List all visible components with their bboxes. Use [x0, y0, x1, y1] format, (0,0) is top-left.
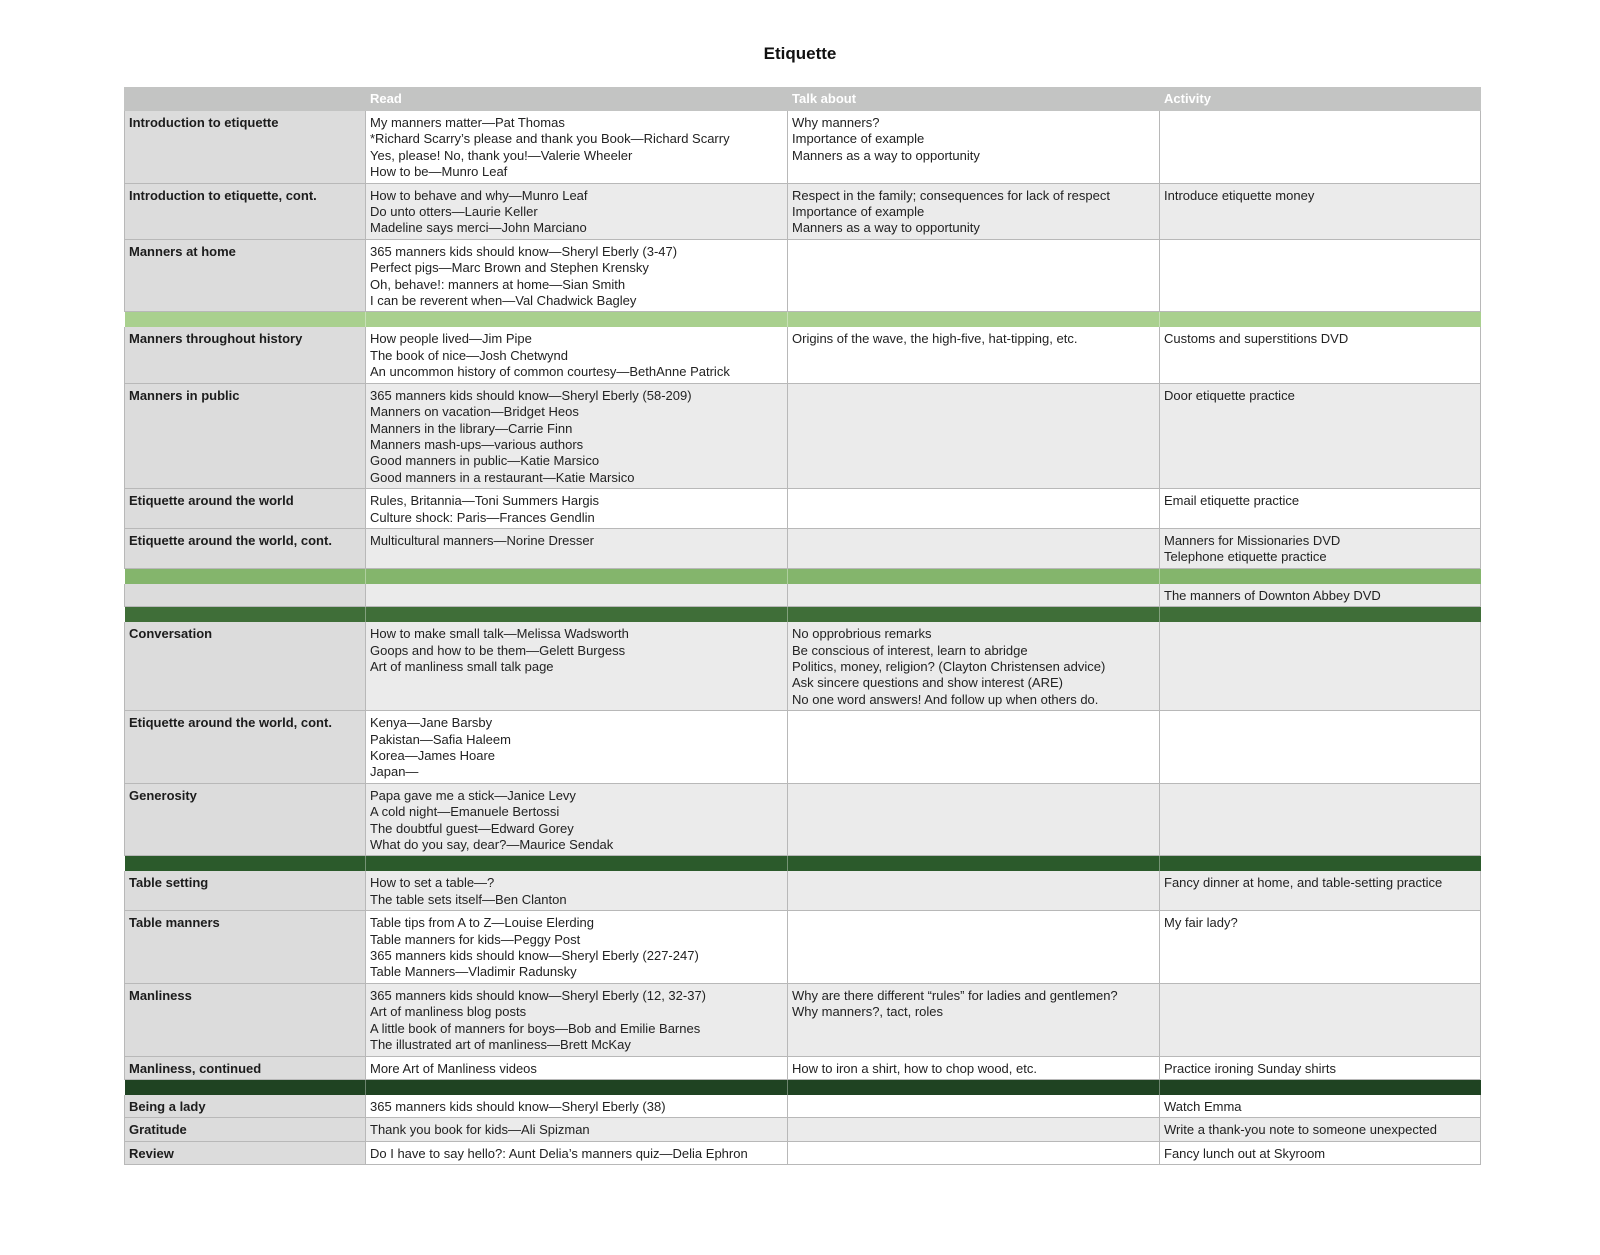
cell-line: The book of nice—Josh Chetwynd: [370, 347, 568, 363]
section-divider-cell: [1160, 1079, 1481, 1095]
cell-line: Importance of example: [792, 204, 925, 220]
read-cell: [366, 528, 788, 568]
cell-line: Customs and superstitions DVD: [1164, 331, 1349, 347]
section-divider-cell: [788, 856, 1160, 872]
cell-line: Manners mash-ups—various authors: [370, 436, 584, 452]
cell-line: A cold night—Emanuele Bertossi: [370, 804, 560, 820]
cell-line: Good manners in a restaurant—Katie Marsico: [370, 469, 635, 485]
cell-line: Manners in the library—Carrie Finn: [370, 420, 573, 436]
section-divider-cell: [788, 312, 1160, 328]
activity-cell: [1160, 383, 1481, 488]
read-cell: [366, 383, 788, 488]
cell-line: Door etiquette practice: [1164, 387, 1295, 403]
activity-cell: [1160, 911, 1481, 984]
table-row: [125, 383, 1481, 488]
activity-cell: [1160, 327, 1481, 383]
etiquette-table: [124, 87, 1481, 1165]
topic-cell: Conversation: [125, 622, 366, 711]
table-row: [125, 871, 1481, 910]
cell-line: Origins of the wave, the high-five, hat-tipping, etc.: [792, 331, 1078, 347]
cell-line: 365 manners kids should know—Sheryl Eberly (58-209): [370, 387, 692, 403]
table-header: [125, 87, 1481, 111]
cell-line: Good manners in public—Katie Marsico: [370, 453, 600, 469]
table-row: [125, 327, 1481, 383]
cell-line: The doubtful guest—Edward Gorey: [370, 820, 574, 836]
cell-line: Multicultural manners—Norine Dresser: [370, 532, 594, 548]
section-divider-cell: [125, 568, 366, 584]
cell-line: Art of manliness small talk page: [370, 658, 554, 674]
read-cell: [366, 1095, 788, 1118]
activity-cell: [1160, 584, 1481, 607]
cell-line: My fair lady?: [1164, 915, 1238, 931]
cell-line: Papa gave me a stick—Janice Levy: [370, 787, 576, 803]
cell-line: What do you say, dear?—Maurice Sendak: [370, 837, 614, 853]
cell-line: How to behave and why—Munro Leaf: [370, 187, 588, 203]
topic-cell: Gratitude: [125, 1118, 366, 1141]
cell-line: How to be—Munro Leaf: [370, 164, 508, 180]
cell-line: Be conscious of interest, learn to abridge: [792, 642, 1028, 658]
section-divider-cell: [366, 1079, 788, 1095]
table-row: [125, 911, 1481, 984]
talk-about-cell: [788, 327, 1160, 383]
section-divider-cell: [366, 607, 788, 623]
read-cell: [366, 711, 788, 784]
cell-line: Practice ironing Sunday shirts: [1164, 1060, 1336, 1076]
cell-line: How to iron a shirt, how to chop wood, etc.: [792, 1060, 1037, 1076]
cell-line: Write a thank-you note to someone unexpected: [1164, 1122, 1437, 1138]
read-cell: [366, 911, 788, 984]
cell-line: No one word answers! And follow up when others do.: [792, 691, 1099, 707]
topic-cell: Etiquette around the world, cont.: [125, 528, 366, 568]
table-row: [125, 1141, 1481, 1164]
table-row: [125, 983, 1481, 1056]
section-divider: [125, 856, 1481, 872]
read-cell: [366, 783, 788, 856]
activity-cell: [1160, 1095, 1481, 1118]
cell-line: Thank you book for kids—Ali Spizman: [370, 1122, 590, 1138]
cell-line: 365 manners kids should know—Sheryl Eberly (3-47): [370, 243, 678, 259]
read-cell: [366, 1141, 788, 1164]
section-divider-cell: [366, 312, 788, 328]
topic-cell: [125, 584, 366, 607]
table-row: [125, 783, 1481, 856]
talk-about-cell: [788, 1118, 1160, 1141]
topic-cell: Introduction to etiquette: [125, 111, 366, 183]
section-divider: [125, 312, 1481, 328]
read-cell: [366, 871, 788, 910]
cell-line: Oh, behave!: manners at home—Sian Smith: [370, 276, 626, 292]
activity-cell: [1160, 528, 1481, 568]
cell-line: Why manners?, tact, roles: [792, 1004, 943, 1020]
activity-cell: [1160, 1056, 1481, 1079]
topic-cell: Etiquette around the world: [125, 489, 366, 529]
cell-line: Manners on vacation—Bridget Heos: [370, 404, 579, 420]
talk-about-cell: [788, 584, 1160, 607]
cell-line: No opprobrious remarks: [792, 626, 932, 642]
cell-line: Art of manliness blog posts: [370, 1004, 527, 1020]
cell-line: Watch Emma: [1164, 1098, 1242, 1114]
cell-line: Rules, Britannia—Toni Summers Hargis: [370, 493, 600, 509]
section-divider-cell: [1160, 856, 1481, 872]
section-divider: [125, 607, 1481, 623]
activity-cell: [1160, 871, 1481, 910]
read-cell: [366, 622, 788, 711]
activity-cell: [1160, 111, 1481, 183]
cell-line: The table sets itself—Ben Clanton: [370, 891, 567, 907]
table-row: [125, 239, 1481, 312]
section-divider-cell: [1160, 607, 1481, 623]
cell-line: An uncommon history of common courtesy—BethAnne Patrick: [370, 364, 730, 380]
section-divider-cell: [125, 856, 366, 872]
read-cell: [366, 239, 788, 312]
cell-line: Kenya—Jane Barsby: [370, 715, 493, 731]
activity-cell: [1160, 711, 1481, 784]
cell-line: The manners of Downton Abbey DVD: [1164, 587, 1381, 603]
cell-line: My manners matter—Pat Thomas: [370, 115, 565, 130]
section-divider-cell: [125, 312, 366, 328]
talk-about-cell: [788, 1095, 1160, 1118]
section-divider-cell: [788, 1079, 1160, 1095]
table-row: [125, 711, 1481, 784]
activity-cell: [1160, 1118, 1481, 1141]
cell-line: Ask sincere questions and show interest (ARE): [792, 675, 1063, 691]
activity-cell: [1160, 239, 1481, 312]
activity-cell: [1160, 1141, 1481, 1164]
topic-cell: Etiquette around the world, cont.: [125, 711, 366, 784]
table-row: [125, 1095, 1481, 1118]
topic-cell: Review: [125, 1141, 366, 1164]
talk-about-cell: [788, 983, 1160, 1056]
activity-cell: [1160, 783, 1481, 856]
cell-line: Manners as a way to opportunity: [792, 147, 980, 163]
cell-line: Do unto otters—Laurie Keller: [370, 204, 538, 220]
talk-about-cell: [788, 239, 1160, 312]
cell-line: I can be reverent when—Val Chadwick Bagley: [370, 293, 637, 309]
cell-line: Why manners?: [792, 115, 880, 130]
topic-cell: Generosity: [125, 783, 366, 856]
section-divider-cell: [1160, 312, 1481, 328]
cell-line: Email etiquette practice: [1164, 493, 1300, 509]
section-divider-cell: [1160, 568, 1481, 584]
cell-line: More Art of Manliness videos: [370, 1060, 537, 1076]
talk-about-cell: [788, 528, 1160, 568]
header-activity: Activity: [1160, 87, 1481, 111]
header-row: [125, 87, 1481, 111]
cell-line: *Richard Scarry’s please and thank you Book—Richard Scarry: [370, 131, 730, 147]
cell-line: Yes, please! No, thank you!—Valerie Wheeler: [370, 147, 633, 163]
cell-line: Korea—James Hoare: [370, 748, 495, 763]
section-divider-cell: [366, 568, 788, 584]
cell-line: Table Manners—Vladimir Radunsky: [370, 964, 577, 980]
cell-line: Madeline says merci—John Marciano: [370, 220, 587, 236]
talk-about-cell: [788, 871, 1160, 910]
read-cell: [366, 983, 788, 1056]
topic-cell: Manliness, continued: [125, 1056, 366, 1079]
topic-cell: Manners at home: [125, 239, 366, 312]
read-cell: [366, 1118, 788, 1141]
cell-line: Table manners for kids—Peggy Post: [370, 931, 581, 947]
table-row: [125, 489, 1481, 529]
table-row: [125, 1118, 1481, 1141]
read-cell: [366, 111, 788, 183]
read-cell: [366, 584, 788, 607]
read-cell: [366, 1056, 788, 1079]
cell-line: Introduce etiquette money: [1164, 187, 1315, 203]
activity-cell: [1160, 183, 1481, 239]
cell-line: Table tips from A to Z—Louise Elerding: [370, 915, 595, 931]
topic-cell: Manliness: [125, 983, 366, 1056]
section-divider-cell: [366, 856, 788, 872]
cell-line: Culture shock: Paris—Frances Gendlin: [370, 509, 595, 525]
cell-line: Fancy lunch out at Skyroom: [1164, 1145, 1326, 1161]
section-divider-cell: [125, 1079, 366, 1095]
table-row: [125, 622, 1481, 711]
cell-line: Manners as a way to opportunity: [792, 220, 980, 236]
talk-about-cell: [788, 911, 1160, 984]
cell-line: The illustrated art of manliness—Brett McKay: [370, 1037, 631, 1053]
header-talk-about: Talk about: [788, 87, 1160, 111]
section-divider: [125, 568, 1481, 584]
table-row: [125, 111, 1481, 183]
table-body: [125, 111, 1481, 1165]
section-divider-cell: [125, 607, 366, 623]
cell-line: How to make small talk—Melissa Wadsworth: [370, 626, 629, 642]
cell-line: Manners for Missionaries DVD: [1164, 532, 1341, 548]
cell-line: How to set a table—?: [370, 875, 495, 891]
cell-line: Perfect pigs—Marc Brown and Stephen Krensky: [370, 260, 649, 276]
cell-line: A little book of manners for boys—Bob and Emilie Barnes: [370, 1020, 701, 1036]
topic-cell: Manners throughout history: [125, 327, 366, 383]
header-read: Read: [366, 87, 788, 111]
table-row: [125, 528, 1481, 568]
table-row: [125, 584, 1481, 607]
section-divider-cell: [788, 568, 1160, 584]
topic-cell: Being a lady: [125, 1095, 366, 1118]
page-title: Etiquette: [763, 44, 837, 63]
cell-line: How people lived—Jim Pipe: [370, 331, 532, 347]
talk-about-cell: [788, 489, 1160, 529]
read-cell: [366, 489, 788, 529]
topic-cell: Table manners: [125, 911, 366, 984]
cell-line: Politics, money, religion? (Clayton Christensen advice): [792, 658, 1106, 674]
table-row: [125, 183, 1481, 239]
cell-line: 365 manners kids should know—Sheryl Eberly (38): [370, 1098, 666, 1114]
topic-cell: Manners in public: [125, 383, 366, 488]
section-divider: [125, 1079, 1481, 1095]
activity-cell: [1160, 983, 1481, 1056]
cell-line: Do I have to say hello?: Aunt Delia’s manners quiz—Delia Ephron: [370, 1145, 748, 1161]
activity-cell: [1160, 622, 1481, 711]
read-cell: [366, 327, 788, 383]
cell-line: Fancy dinner at home, and table-setting practice: [1164, 875, 1443, 891]
talk-about-cell: [788, 183, 1160, 239]
cell-line: 365 manners kids should know—Sheryl Eberly (227-247): [370, 948, 699, 964]
cell-line: Pakistan—Safia Haleem: [370, 731, 511, 747]
topic-cell: Table setting: [125, 871, 366, 910]
cell-line: Why are there different “rules” for ladies and gentlemen?: [792, 987, 1118, 1003]
cell-line: Japan—: [370, 764, 419, 780]
talk-about-cell: [788, 111, 1160, 183]
topic-cell: Introduction to etiquette, cont.: [125, 183, 366, 239]
talk-about-cell: [788, 1056, 1160, 1079]
talk-about-cell: [788, 783, 1160, 856]
talk-about-cell: [788, 622, 1160, 711]
talk-about-cell: [788, 383, 1160, 488]
cell-line: Goops and how to be them—Gelett Burgess: [370, 642, 626, 658]
header-topic: [125, 87, 366, 111]
talk-about-cell: [788, 711, 1160, 784]
cell-line: Telephone etiquette practice: [1164, 549, 1327, 565]
section-divider-cell: [788, 607, 1160, 623]
table-row: [125, 1056, 1481, 1079]
cell-line: Respect in the family; consequences for lack of respect: [792, 187, 1110, 203]
activity-cell: [1160, 489, 1481, 529]
talk-about-cell: [788, 1141, 1160, 1164]
read-cell: [366, 183, 788, 239]
cell-line: Importance of example: [792, 131, 925, 147]
cell-line: 365 manners kids should know—Sheryl Eberly (12, 32-37): [370, 987, 707, 1003]
